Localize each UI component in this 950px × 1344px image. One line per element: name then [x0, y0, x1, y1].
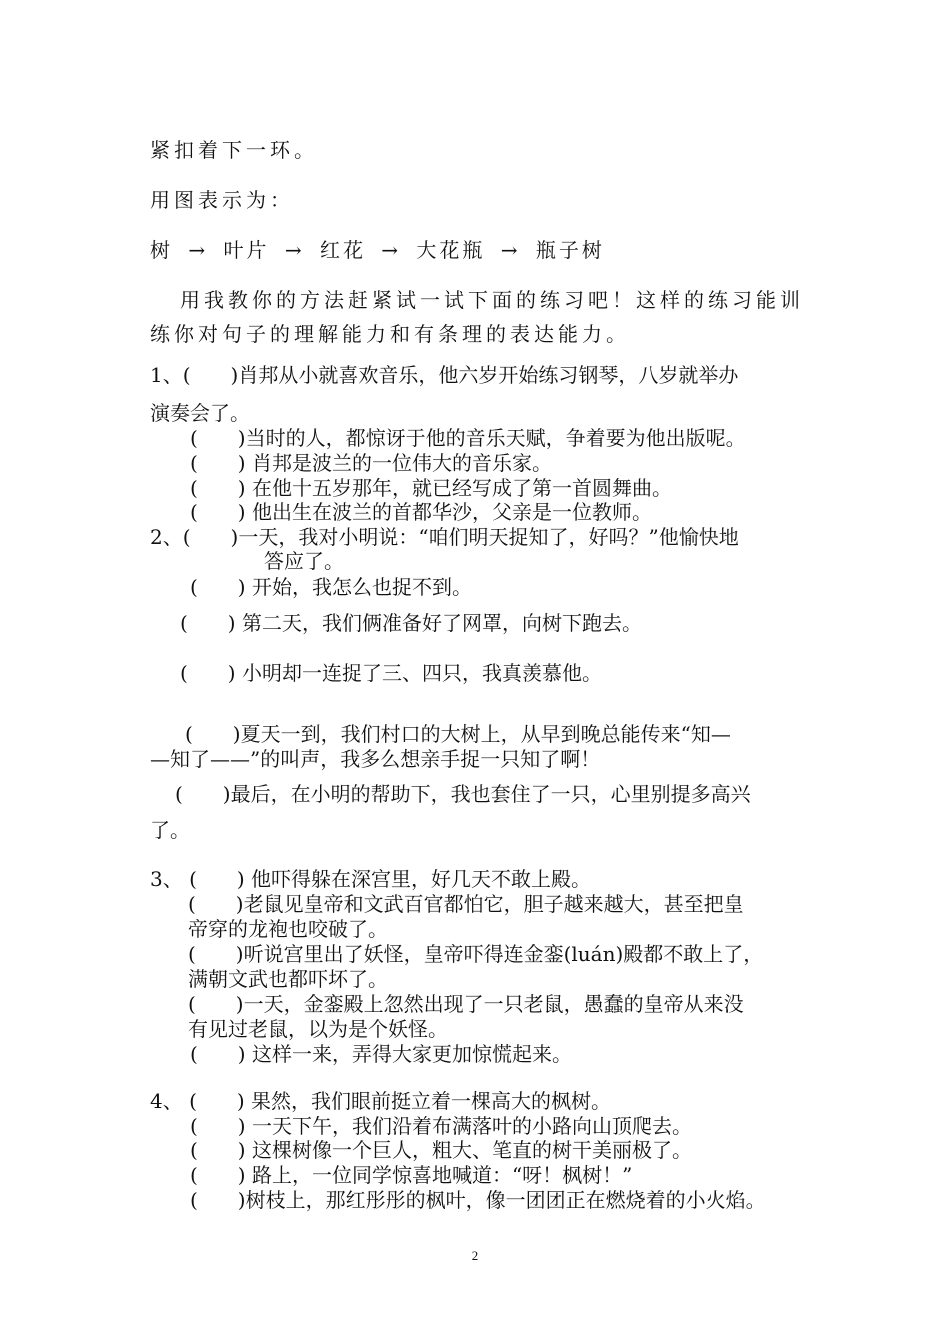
exercise-1-item: 演奏会了。 — [150, 401, 250, 425]
exercise-4-item: ( ) 这棵树像一个巨人，粗大、笔直的树干美丽极了。 — [190, 1138, 692, 1162]
exercise-4-item: 4、 ( ) 果然，我们眼前挺立着一棵高大的枫树。 — [150, 1089, 612, 1113]
exercise-1-item: ( ) 他出生在波兰的首都华沙，父亲是一位教师。 — [190, 500, 652, 524]
exercise-2-item: ( ) 小明却一连捉了三、四只，我真羡慕他。 — [180, 661, 602, 685]
exercise-1-item: ( )当时的人，都惊讶于他的音乐天赋，争着要为他出版呢。 — [190, 426, 746, 450]
exercise-2-item: ( )夏天一到，我们村口的大树上，从早到晚总能传来“知— — [185, 722, 731, 746]
intro-line: 用图表示为： — [150, 188, 294, 212]
exercise-2-item: ( ) 开始，我怎么也捉不到。 — [190, 575, 472, 599]
page-number: 2 — [471, 1248, 479, 1263]
exercise-1-item: ( ) 在他十五岁那年，就已经写成了第一首圆舞曲。 — [190, 476, 672, 500]
exercise-3-item: 满朝文武也都吓坏了。 — [188, 967, 388, 991]
exercise-2-item: 2、( )一天，我对小明说：“咱们明天捉知了，好吗？”他愉快地 — [150, 525, 739, 549]
exercise-2-item: ( )最后，在小明的帮助下，我也套住了一只，心里别提多高兴 — [175, 782, 751, 806]
exercise-4-item: ( ) 一天下午，我们沿着布满落叶的小路向山顶爬去。 — [190, 1114, 692, 1138]
instruction-line: 练你对句子的理解能力和有条理的表达能力。 — [150, 322, 630, 346]
exercise-1-item: 1、( )肖邦从小就喜欢音乐，他六岁开始练习钢琴，八岁就举办 — [150, 363, 739, 387]
exercise-3-item: 帝穿的龙袍也咬破了。 — [188, 917, 388, 941]
exercise-3-item: 有见过老鼠，以为是个妖怪。 — [188, 1017, 448, 1041]
exercise-4-item: ( ) 路上，一位同学惊喜地喊道：“呀！枫树！” — [190, 1163, 633, 1187]
exercise-3-item: ( )听说宫里出了妖怪，皇帝吓得连金銮(luán)殿都不敢上了， — [188, 942, 764, 966]
exercise-2-item: —知了——”的叫声，我多么想亲手捉一只知了啊！ — [150, 747, 601, 771]
exercise-2-item: 答应了。 — [264, 549, 344, 573]
exercise-3-item: ( )一天，金銮殿上忽然出现了一只老鼠，愚蠢的皇帝从来没 — [188, 992, 744, 1016]
exercise-2-item: ( ) 第二天，我们俩准备好了网罩，向树下跑去。 — [180, 611, 642, 635]
exercise-4-item: ( )树枝上，那红彤彤的枫叶，像一团团正在燃烧着的小火焰。 — [190, 1188, 766, 1212]
exercise-3-item: ( ) 这样一来，弄得大家更加惊慌起来。 — [190, 1042, 572, 1066]
instruction-line: 用我教你的方法赶紧试一试下面的练习吧！这样的练习能训 — [180, 288, 804, 312]
exercise-3-item: 3、 ( ) 他吓得躲在深宫里，好几天不敢上殿。 — [150, 867, 592, 891]
intro-line: 紧扣着下一环。 — [150, 138, 318, 162]
flow-diagram: 树 → 叶片 → 红花 → 大花瓶 → 瓶子树 — [150, 238, 605, 262]
exercise-2-item: 了。 — [150, 818, 190, 842]
exercise-1-item: ( ) 肖邦是波兰的一位伟大的音乐家。 — [190, 451, 552, 475]
exercise-3-item: ( )老鼠见皇帝和文武百官都怕它，胆子越来越大，甚至把皇 — [188, 892, 744, 916]
